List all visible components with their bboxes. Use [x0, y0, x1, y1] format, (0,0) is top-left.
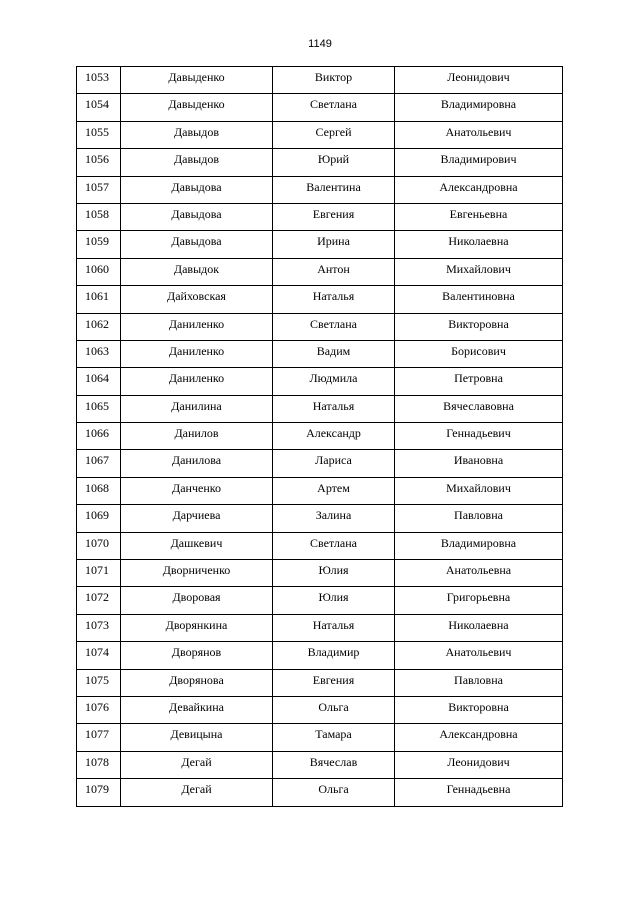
- table-row: [77, 751, 563, 778]
- surname-cell: Дайховская: [121, 286, 273, 313]
- table-row: [77, 642, 563, 669]
- given-name-cell: Виктор: [273, 67, 395, 94]
- row-number-cell: 1066: [77, 423, 121, 450]
- patronymic-cell: Евгеньевна: [395, 203, 563, 230]
- row-number-cell: 1070: [77, 532, 121, 559]
- given-name-cell: Владимир: [273, 642, 395, 669]
- row-number-cell: 1062: [77, 313, 121, 340]
- surname-cell: Данилина: [121, 395, 273, 422]
- patronymic-cell: Николаевна: [395, 614, 563, 641]
- table-row: [77, 231, 563, 258]
- surname-cell: Дворниченко: [121, 560, 273, 587]
- surname-cell: Девицына: [121, 724, 273, 751]
- table-row: [77, 477, 563, 504]
- row-number-cell: 1063: [77, 340, 121, 367]
- patronymic-cell: Петровна: [395, 368, 563, 395]
- patronymic-cell: Павловна: [395, 669, 563, 696]
- row-number-cell: 1065: [77, 395, 121, 422]
- given-name-cell: Лариса: [273, 450, 395, 477]
- given-name-cell: Антон: [273, 258, 395, 285]
- row-number-cell: 1075: [77, 669, 121, 696]
- row-number-cell: 1072: [77, 587, 121, 614]
- row-number-cell: 1079: [77, 779, 121, 806]
- table-row: [77, 149, 563, 176]
- table-row: [77, 313, 563, 340]
- patronymic-cell: Александровна: [395, 176, 563, 203]
- surname-cell: Дворянова: [121, 669, 273, 696]
- given-name-cell: Светлана: [273, 313, 395, 340]
- table-row: [77, 724, 563, 751]
- surname-cell: Давыдова: [121, 176, 273, 203]
- patronymic-cell: Михайлович: [395, 477, 563, 504]
- table-row: [77, 258, 563, 285]
- row-number-cell: 1077: [77, 724, 121, 751]
- patronymic-cell: Валентиновна: [395, 286, 563, 313]
- surname-cell: Данченко: [121, 477, 273, 504]
- given-name-cell: Ирина: [273, 231, 395, 258]
- table-row: [77, 614, 563, 641]
- given-name-cell: Ольга: [273, 696, 395, 723]
- patronymic-cell: Викторовна: [395, 696, 563, 723]
- surname-cell: Данилова: [121, 450, 273, 477]
- given-name-cell: Ольга: [273, 779, 395, 806]
- surname-cell: Давыдок: [121, 258, 273, 285]
- patronymic-cell: Владимировна: [395, 94, 563, 121]
- given-name-cell: Наталья: [273, 614, 395, 641]
- row-number-cell: 1068: [77, 477, 121, 504]
- given-name-cell: Артем: [273, 477, 395, 504]
- surname-cell: Данилов: [121, 423, 273, 450]
- given-name-cell: Валентина: [273, 176, 395, 203]
- row-number-cell: 1074: [77, 642, 121, 669]
- given-name-cell: Светлана: [273, 532, 395, 559]
- patronymic-cell: Геннадьевич: [395, 423, 563, 450]
- table-row: [77, 532, 563, 559]
- row-number-cell: 1076: [77, 696, 121, 723]
- surname-cell: Даниленко: [121, 368, 273, 395]
- row-number-cell: 1071: [77, 560, 121, 587]
- surname-cell: Дворянов: [121, 642, 273, 669]
- patronymic-cell: Павловна: [395, 505, 563, 532]
- patronymic-cell: Николаевна: [395, 231, 563, 258]
- roster-table: [76, 66, 563, 807]
- surname-cell: Дворянкина: [121, 614, 273, 641]
- given-name-cell: Наталья: [273, 286, 395, 313]
- table-row: [77, 779, 563, 806]
- row-number-cell: 1061: [77, 286, 121, 313]
- row-number-cell: 1053: [77, 67, 121, 94]
- table-row: [77, 560, 563, 587]
- table-row: [77, 203, 563, 230]
- table-row: [77, 450, 563, 477]
- given-name-cell: Наталья: [273, 395, 395, 422]
- table-row: [77, 94, 563, 121]
- row-number-cell: 1057: [77, 176, 121, 203]
- patronymic-cell: Ивановна: [395, 450, 563, 477]
- row-number-cell: 1073: [77, 614, 121, 641]
- roster-table-body: [77, 67, 563, 807]
- patronymic-cell: Леонидович: [395, 67, 563, 94]
- table-row: [77, 696, 563, 723]
- patronymic-cell: Вячеславовна: [395, 395, 563, 422]
- row-number-cell: 1054: [77, 94, 121, 121]
- given-name-cell: Александр: [273, 423, 395, 450]
- patronymic-cell: Борисович: [395, 340, 563, 367]
- table-row: [77, 423, 563, 450]
- given-name-cell: Людмила: [273, 368, 395, 395]
- table-row: [77, 176, 563, 203]
- surname-cell: Дворовая: [121, 587, 273, 614]
- surname-cell: Дегай: [121, 779, 273, 806]
- patronymic-cell: Владимирович: [395, 149, 563, 176]
- given-name-cell: Вячеслав: [273, 751, 395, 778]
- row-number-cell: 1056: [77, 149, 121, 176]
- surname-cell: Дегай: [121, 751, 273, 778]
- row-number-cell: 1060: [77, 258, 121, 285]
- given-name-cell: Вадим: [273, 340, 395, 367]
- table-row: [77, 368, 563, 395]
- row-number-cell: 1058: [77, 203, 121, 230]
- table-row: [77, 587, 563, 614]
- row-number-cell: 1064: [77, 368, 121, 395]
- table-row: [77, 121, 563, 148]
- patronymic-cell: Анатольевич: [395, 642, 563, 669]
- patronymic-cell: Викторовна: [395, 313, 563, 340]
- patronymic-cell: Владимировна: [395, 532, 563, 559]
- surname-cell: Дашкевич: [121, 532, 273, 559]
- page-number: 1149: [308, 38, 332, 50]
- given-name-cell: Тамара: [273, 724, 395, 751]
- given-name-cell: Юлия: [273, 560, 395, 587]
- patronymic-cell: Григорьевна: [395, 587, 563, 614]
- table-row: [77, 340, 563, 367]
- table-row: [77, 395, 563, 422]
- given-name-cell: Сергей: [273, 121, 395, 148]
- surname-cell: Дарчиева: [121, 505, 273, 532]
- row-number-cell: 1055: [77, 121, 121, 148]
- surname-cell: Девайкина: [121, 696, 273, 723]
- patronymic-cell: Геннадьевна: [395, 779, 563, 806]
- surname-cell: Даниленко: [121, 340, 273, 367]
- given-name-cell: Юлия: [273, 587, 395, 614]
- table-row: [77, 67, 563, 94]
- surname-cell: Давыдов: [121, 149, 273, 176]
- given-name-cell: Залина: [273, 505, 395, 532]
- surname-cell: Давыдова: [121, 231, 273, 258]
- surname-cell: Давыдова: [121, 203, 273, 230]
- patronymic-cell: Анатольевич: [395, 121, 563, 148]
- patronymic-cell: Михайлович: [395, 258, 563, 285]
- surname-cell: Давыденко: [121, 94, 273, 121]
- given-name-cell: Светлана: [273, 94, 395, 121]
- given-name-cell: Евгения: [273, 203, 395, 230]
- given-name-cell: Юрий: [273, 149, 395, 176]
- row-number-cell: 1069: [77, 505, 121, 532]
- row-number-cell: 1078: [77, 751, 121, 778]
- row-number-cell: 1059: [77, 231, 121, 258]
- row-number-cell: 1067: [77, 450, 121, 477]
- table-row: [77, 505, 563, 532]
- given-name-cell: Евгения: [273, 669, 395, 696]
- surname-cell: Давыдов: [121, 121, 273, 148]
- patronymic-cell: Александровна: [395, 724, 563, 751]
- surname-cell: Давыденко: [121, 67, 273, 94]
- surname-cell: Даниленко: [121, 313, 273, 340]
- patronymic-cell: Леонидович: [395, 751, 563, 778]
- patronymic-cell: Анатольевна: [395, 560, 563, 587]
- table-row: [77, 286, 563, 313]
- table-row: [77, 669, 563, 696]
